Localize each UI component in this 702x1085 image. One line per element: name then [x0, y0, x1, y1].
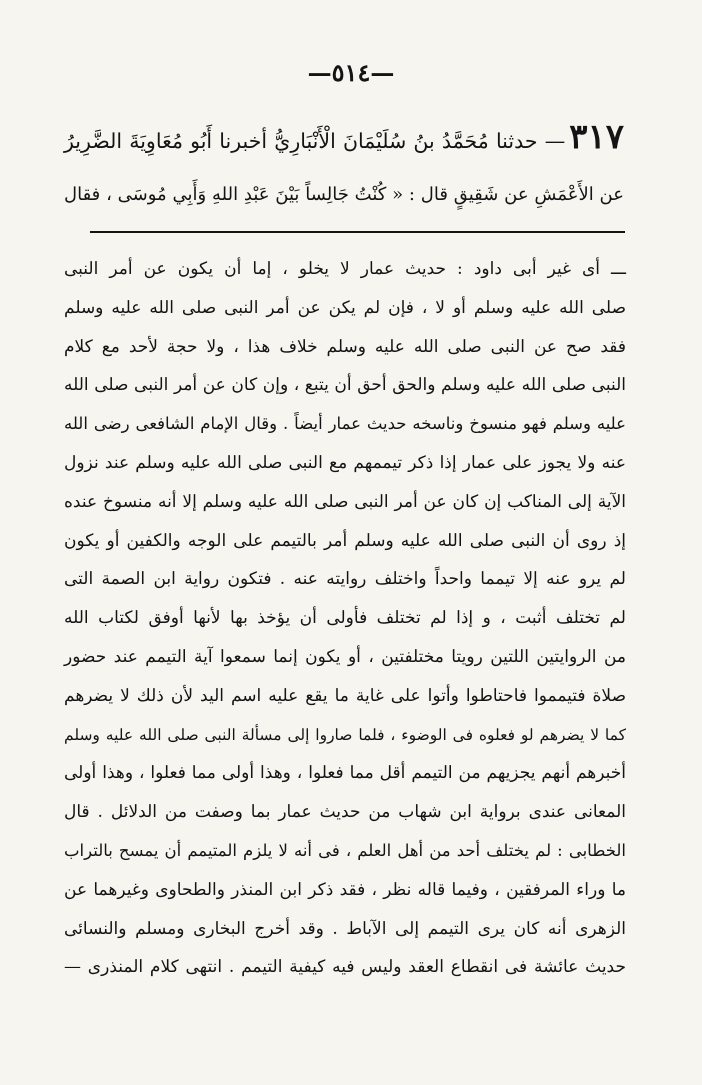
- commentary-line: المعانى عندى برواية ابن شهاب من حديث عمار بما وصفت من الدلائل . قال: [64, 802, 626, 823]
- commentary-line: صلى الله عليه وسلم أو لا ، فإن لم يكن عن أمر النبى صلى الله عليه وسلم: [64, 297, 626, 318]
- commentary-line: صلاة فتيمموا فاحتاطوا وأتوا على غاية ما يقع عليه اسم اليد لأن ذلك لا يضرهم: [64, 685, 626, 706]
- separator-rule: [90, 231, 625, 233]
- commentary-line: عنه ولا يجوز على عمار إذا ذكر تيممهم مع النبى صلى الله عليه وسلم عند نزول: [64, 452, 626, 473]
- commentary-line: الخطابى : لم يختلف أحد من أهل العلم ، فى أنه لا يلزم المتيمم أن يمسح بالتراب: [64, 840, 626, 860]
- commentary-line: النبى صلى الله عليه وسلم والحق أحق أن يتبع ، وإن كان عن أمر النبى صلى الله: [64, 375, 626, 396]
- commentary-line: ما وراء المرفقين ، وفيما قاله نظر ، فقد ذكر ابن المنذر والطحاوى وغيرهما عن: [64, 879, 626, 900]
- commentary-line: عليه وسلم فهو منسوخ وناسخه حديث عمار أيضاً . وقال الإمام الشافعى رضى الله: [64, 414, 626, 434]
- commentary-line: من الروايتين اللتين رويتا مختلفتين ، أو يكون إنما سمعوا آية التيمم عند حضور: [64, 646, 626, 667]
- hadith-line: عن الأَعْمَشِ عن شَقِيقٍ قال : « كُنْتُ جَالِساً بَيْنَ عَبْدِ اللهِ وَأَبِي مُوسَى ، فقال: [64, 184, 624, 205]
- commentary-line: ـــ أى غير أبى داود : حديث عمار لا يخلو ، إما أن يكون عن أمر النبى: [64, 259, 626, 279]
- commentary-line: أخبرهم أنهم يجزيهم من التيمم أقل مما فعلوا ، وهذا أولى مما فعلوا ، وهذا أولى: [64, 763, 626, 784]
- commentary-line: الآية إلى المناكب إن كان عن أمر النبى صلى الله عليه وسلم إلا أنه منسوخ عنده: [64, 491, 626, 512]
- hadith-number: ٣١٧: [569, 117, 624, 157]
- commentary-line: حديث عائشة فى انقطاع العقد وليس فيه كيفية التيمم . انتهى كلام المنذرى —: [64, 957, 626, 978]
- commentary-line: لم يرو عنه إلا تيمما واحداً واختلف روايته عنه . فتكون رواية ابن الصمة التى: [64, 569, 626, 590]
- commentary-line: الزهرى أنه كان يرى التيمم إلى الآباط . وقد أخرج البخارى ومسلم والنسائى: [64, 918, 626, 939]
- commentary-line: كما لا يضرهم لو فعلوه فى الوضوء ، فلما صاروا إلى مسألة النبى صلى الله عليه وسلم: [64, 725, 626, 744]
- hadith-line: [64, 108, 624, 166]
- commentary-line: فقد صح عن النبى صلى الله عليه وسلم خلاف هذا ، ولا حجة لأحد مع كلام: [64, 336, 626, 357]
- hadith-text: [64, 108, 624, 224]
- commentary-line: لم تختلف أثبت ، و إذا لم تختلف فأولى أن يؤخذ بها لأنها أوفق لكتاب الله: [64, 608, 626, 629]
- commentary-line: إذ روى أن النبى صلى الله عليه وسلم أمر بالتيمم على الوجه والكفين أو يكون: [64, 530, 626, 551]
- page-number: —٥١٤—: [307, 58, 395, 87]
- hadith-line-text: — حدثنا مُحَمَّدُ بنُ سُلَيْمَانَ الْأَنْبَارِيُّ أخبرنا أَبُو مُعَاوِيَةَ الضَّرِيرُ: [64, 129, 566, 153]
- commentary-footnote: [64, 250, 626, 987]
